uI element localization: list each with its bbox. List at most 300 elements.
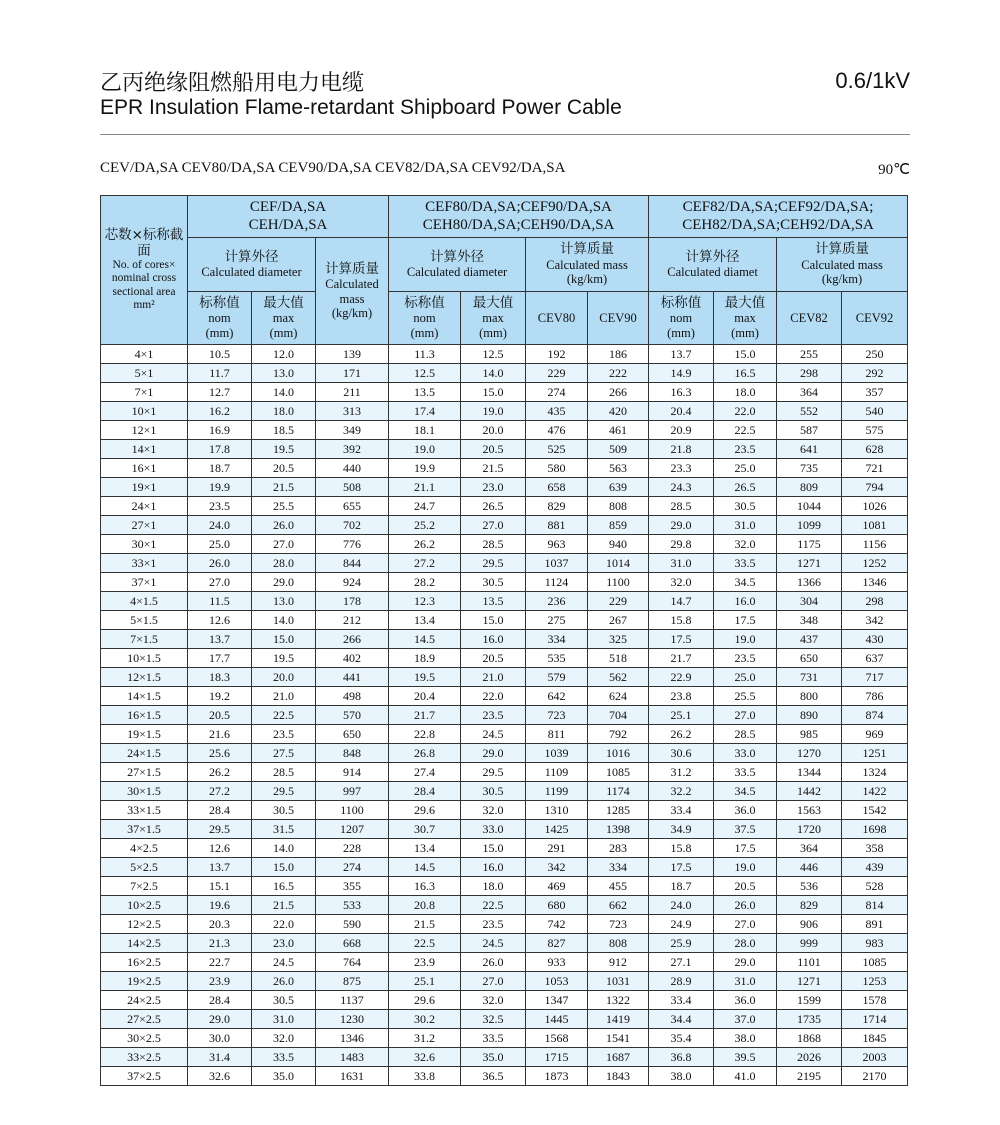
table-cell: 1175 [777, 535, 842, 554]
table-cell: 874 [842, 706, 908, 725]
table-cell: 31.5 [252, 820, 316, 839]
table-cell: 1100 [316, 801, 389, 820]
table-cell: 19.0 [714, 630, 777, 649]
table-cell: 14.7 [649, 592, 714, 611]
table-cell: 1425 [526, 820, 588, 839]
table-cell: 29.0 [252, 573, 316, 592]
table-cell: 12.3 [389, 592, 461, 611]
table-cell: 27.1 [649, 953, 714, 972]
table-cell: 36.0 [714, 991, 777, 1010]
table-cell: 1137 [316, 991, 389, 1010]
table-cell: 940 [588, 535, 649, 554]
table-cell: 735 [777, 459, 842, 478]
table-cell: 22.5 [389, 934, 461, 953]
table-cell: 794 [842, 478, 908, 497]
table-cell: 1271 [777, 554, 842, 573]
cell-section: 33×2.5 [101, 1048, 188, 1067]
table-cell: 15.0 [461, 839, 526, 858]
table-cell: 1366 [777, 573, 842, 592]
table-cell: 29.5 [252, 782, 316, 801]
table-cell: 17.4 [389, 402, 461, 421]
g1-diameter-header: 计算外径 Calculated diameter [188, 238, 316, 292]
table-cell: 29.0 [188, 1010, 252, 1029]
table-cell: 22.5 [714, 421, 777, 440]
table-cell: 20.0 [461, 421, 526, 440]
table-cell: 15.0 [461, 383, 526, 402]
table-cell: 1085 [842, 953, 908, 972]
table-cell: 985 [777, 725, 842, 744]
table-cell: 41.0 [714, 1067, 777, 1086]
table-cell: 570 [316, 706, 389, 725]
table-cell: 34.5 [714, 573, 777, 592]
table-cell: 723 [588, 915, 649, 934]
cell-section: 37×2.5 [101, 1067, 188, 1086]
table-cell: 349 [316, 421, 389, 440]
table-cell: 250 [842, 345, 908, 364]
table-cell: 27.2 [389, 554, 461, 573]
model-list: CEV/DA,SA CEV80/DA,SA CEV90/DA,SA CEV82/DA,SA CEV92/DA,SA [100, 160, 566, 176]
table-cell: 31.2 [389, 1029, 461, 1048]
table-cell: 23.5 [714, 440, 777, 459]
table-cell: 24.3 [649, 478, 714, 497]
table-cell: 24.0 [649, 896, 714, 915]
table-cell: 342 [842, 611, 908, 630]
table-cell: 25.2 [389, 516, 461, 535]
table-cell: 24.0 [188, 516, 252, 535]
table-cell: 19.5 [252, 649, 316, 668]
table-cell: 844 [316, 554, 389, 573]
table-cell: 21.7 [649, 649, 714, 668]
table-cell: 1026 [842, 497, 908, 516]
table-cell: 562 [588, 668, 649, 687]
table-cell: 642 [526, 687, 588, 706]
table-cell: 24.7 [389, 497, 461, 516]
table-cell: 20.5 [461, 649, 526, 668]
table-cell: 1099 [777, 516, 842, 535]
table-cell: 24.5 [461, 725, 526, 744]
table-row [101, 934, 908, 953]
table-cell: 21.5 [389, 915, 461, 934]
table-cell: 34.4 [649, 1010, 714, 1029]
table-cell: 35.0 [252, 1067, 316, 1086]
table-row [101, 896, 908, 915]
table-cell: 658 [526, 478, 588, 497]
table-cell: 1347 [526, 991, 588, 1010]
cell-section: 33×1.5 [101, 801, 188, 820]
table-cell: 15.0 [252, 858, 316, 877]
group3-header: CEF82/DA,SA;CEF92/DA,SA; CEH82/DA,SA;CEH92/DA,SA [649, 196, 908, 238]
cell-section: 19×2.5 [101, 972, 188, 991]
table-cell: 575 [842, 421, 908, 440]
table-row [101, 516, 908, 535]
table-cell: 26.5 [714, 478, 777, 497]
cell-section: 27×2.5 [101, 1010, 188, 1029]
table-cell: 23.8 [649, 687, 714, 706]
table-cell: 723 [526, 706, 588, 725]
table-cell: 12.5 [389, 364, 461, 383]
table-cell: 15.8 [649, 611, 714, 630]
table-row [101, 763, 908, 782]
table-row [101, 459, 908, 478]
table-cell: 33.8 [389, 1067, 461, 1086]
table-cell: 31.0 [252, 1010, 316, 1029]
table-cell: 13.5 [461, 592, 526, 611]
table-cell: 255 [777, 345, 842, 364]
table-cell: 16.0 [461, 858, 526, 877]
table-cell: 31.0 [649, 554, 714, 573]
table-body [101, 345, 908, 1086]
table-cell: 211 [316, 383, 389, 402]
cell-section: 7×1 [101, 383, 188, 402]
table-cell: 28.5 [461, 535, 526, 554]
table-cell: 776 [316, 535, 389, 554]
table-cell: 1715 [526, 1048, 588, 1067]
table-cell: 1568 [526, 1029, 588, 1048]
table-cell: 34.5 [714, 782, 777, 801]
table-cell: 1631 [316, 1067, 389, 1086]
table-cell: 26.5 [461, 497, 526, 516]
cell-section: 12×2.5 [101, 915, 188, 934]
table-cell: 228 [316, 839, 389, 858]
table-cell: 13.4 [389, 611, 461, 630]
table-cell: 912 [588, 953, 649, 972]
table-row [101, 991, 908, 1010]
table-cell: 13.7 [188, 630, 252, 649]
table-cell: 236 [526, 592, 588, 611]
table-cell: 721 [842, 459, 908, 478]
table-cell: 814 [842, 896, 908, 915]
table-cell: 881 [526, 516, 588, 535]
table-cell: 2026 [777, 1048, 842, 1067]
title-english: EPR Insulation Flame-retardant Shipboard Power Cable [100, 96, 622, 119]
table-cell: 19.0 [714, 858, 777, 877]
table-cell: 528 [842, 877, 908, 896]
table-cell: 22.9 [649, 668, 714, 687]
table-cell: 525 [526, 440, 588, 459]
table-cell: 16.5 [714, 364, 777, 383]
table-cell: 334 [588, 858, 649, 877]
table-cell: 1873 [526, 1067, 588, 1086]
table-cell: 650 [316, 725, 389, 744]
table-cell: 1324 [842, 763, 908, 782]
table-row [101, 858, 908, 877]
table-cell: 24.5 [252, 953, 316, 972]
table-cell: 983 [842, 934, 908, 953]
table-cell: 29.0 [714, 953, 777, 972]
table-cell: 20.5 [188, 706, 252, 725]
table-row [101, 535, 908, 554]
cev80-header: CEV80 [526, 292, 588, 345]
table-cell: 30.5 [252, 991, 316, 1010]
table-cell: 28.5 [252, 763, 316, 782]
cell-section: 30×2.5 [101, 1029, 188, 1048]
table-cell: 14.5 [389, 630, 461, 649]
table-cell: 17.7 [188, 649, 252, 668]
table-cell: 18.0 [252, 402, 316, 421]
cell-section: 12×1.5 [101, 668, 188, 687]
table-cell: 18.9 [389, 649, 461, 668]
table-cell: 18.1 [389, 421, 461, 440]
table-cell: 21.5 [252, 478, 316, 497]
table-row [101, 554, 908, 573]
table-cell: 655 [316, 497, 389, 516]
table-cell: 20.0 [252, 668, 316, 687]
table-cell: 36.0 [714, 801, 777, 820]
g3-diameter-header: 计算外径 Calculated diamet [649, 238, 777, 292]
g2-max-header: 最大值 max (mm) [461, 292, 526, 345]
table-cell: 21.7 [389, 706, 461, 725]
table-cell: 18.0 [714, 383, 777, 402]
table-cell: 24.9 [649, 915, 714, 934]
table-cell: 266 [588, 383, 649, 402]
table-cell: 31.0 [714, 972, 777, 991]
table-cell: 29.8 [649, 535, 714, 554]
table-cell: 1687 [588, 1048, 649, 1067]
table-cell: 30.5 [252, 801, 316, 820]
table-cell: 1285 [588, 801, 649, 820]
table-cell: 32.0 [461, 801, 526, 820]
table-cell: 808 [588, 934, 649, 953]
table-cell: 16.0 [461, 630, 526, 649]
table-cell: 27.0 [714, 915, 777, 934]
title-chinese: 乙丙绝缘阻燃船用电力电缆 [100, 71, 365, 96]
table-cell: 742 [526, 915, 588, 934]
table-cell: 15.0 [461, 611, 526, 630]
table-cell: 20.9 [649, 421, 714, 440]
table-row [101, 1010, 908, 1029]
table-cell: 1542 [842, 801, 908, 820]
table-cell: 1270 [777, 744, 842, 763]
table-cell: 355 [316, 877, 389, 896]
table-cell: 23.5 [461, 706, 526, 725]
table-cell: 171 [316, 364, 389, 383]
group1-header: CEF/DA,SA CEH/DA,SA [188, 196, 389, 238]
cell-section: 30×1 [101, 535, 188, 554]
table-cell: 1845 [842, 1029, 908, 1048]
table-cell: 267 [588, 611, 649, 630]
cell-section: 33×1 [101, 554, 188, 573]
table-cell: 1322 [588, 991, 649, 1010]
table-cell: 641 [777, 440, 842, 459]
cell-section: 12×1 [101, 421, 188, 440]
table-cell: 34.9 [649, 820, 714, 839]
table-cell: 800 [777, 687, 842, 706]
table-cell: 704 [588, 706, 649, 725]
table-cell: 16.3 [649, 383, 714, 402]
table-cell: 25.0 [714, 459, 777, 478]
table-row [101, 573, 908, 592]
table-cell: 23.3 [649, 459, 714, 478]
table-cell: 22.0 [714, 402, 777, 421]
table-cell: 33.4 [649, 991, 714, 1010]
table-cell: 13.0 [252, 592, 316, 611]
section-header: 芯数×标称截面 No. of cores× nominal cross sectional area mm² [101, 196, 188, 345]
table-cell: 298 [842, 592, 908, 611]
table-cell: 27.0 [461, 516, 526, 535]
g3-max-header: 最大值 max (mm) [714, 292, 777, 345]
table-row [101, 440, 908, 459]
table-cell: 1868 [777, 1029, 842, 1048]
table-cell: 590 [316, 915, 389, 934]
table-cell: 29.0 [461, 744, 526, 763]
table-cell: 357 [842, 383, 908, 402]
table-cell: 859 [588, 516, 649, 535]
table-cell: 1714 [842, 1010, 908, 1029]
table-cell: 12.6 [188, 611, 252, 630]
table-row [101, 1067, 908, 1086]
table-cell: 811 [526, 725, 588, 744]
cell-section: 4×2.5 [101, 839, 188, 858]
table-cell: 31.2 [649, 763, 714, 782]
table-cell: 16.2 [188, 402, 252, 421]
table-row [101, 592, 908, 611]
table-cell: 31.0 [714, 516, 777, 535]
table-cell: 275 [526, 611, 588, 630]
table-row [101, 972, 908, 991]
cell-section: 27×1.5 [101, 763, 188, 782]
table-cell: 29.6 [389, 801, 461, 820]
table-row [101, 839, 908, 858]
table-cell: 21.0 [252, 687, 316, 706]
table-cell: 16.9 [188, 421, 252, 440]
table-cell: 33.4 [649, 801, 714, 820]
table-row [101, 687, 908, 706]
table-row [101, 725, 908, 744]
table-cell: 26.0 [714, 896, 777, 915]
table-cell: 1310 [526, 801, 588, 820]
table-cell: 26.0 [252, 516, 316, 535]
table-cell: 16.5 [252, 877, 316, 896]
g2-diameter-header: 计算外径 Calculated diameter [389, 238, 526, 292]
table-row [101, 744, 908, 763]
table-cell: 28.2 [389, 573, 461, 592]
table-cell: 1251 [842, 744, 908, 763]
cev82-header: CEV82 [777, 292, 842, 345]
table-cell: 38.0 [714, 1029, 777, 1048]
table-row [101, 611, 908, 630]
g1-nom-header: 标称值 nom (mm) [188, 292, 252, 345]
table-cell: 1124 [526, 573, 588, 592]
table-cell: 637 [842, 649, 908, 668]
table-cell: 29.5 [461, 554, 526, 573]
table-cell: 29.5 [461, 763, 526, 782]
table-cell: 402 [316, 649, 389, 668]
table-row [101, 383, 908, 402]
table-cell: 19.0 [461, 402, 526, 421]
table-cell: 1037 [526, 554, 588, 573]
cell-section: 7×2.5 [101, 877, 188, 896]
table-cell: 19.9 [389, 459, 461, 478]
table-cell: 32.0 [461, 991, 526, 1010]
table-cell: 580 [526, 459, 588, 478]
g1-max-header: 最大值 max (mm) [252, 292, 316, 345]
table-cell: 21.3 [188, 934, 252, 953]
table-cell: 552 [777, 402, 842, 421]
table-cell: 22.5 [252, 706, 316, 725]
table-cell: 28.9 [649, 972, 714, 991]
table-cell: 461 [588, 421, 649, 440]
table-cell: 27.0 [252, 535, 316, 554]
table-cell: 14.9 [649, 364, 714, 383]
cell-section: 24×1.5 [101, 744, 188, 763]
table-cell: 1199 [526, 782, 588, 801]
table-cell: 13.0 [252, 364, 316, 383]
table-cell: 1100 [588, 573, 649, 592]
table-cell: 11.3 [389, 345, 461, 364]
table-cell: 19.6 [188, 896, 252, 915]
table-cell: 809 [777, 478, 842, 497]
table-cell: 19.5 [252, 440, 316, 459]
table-cell: 25.6 [188, 744, 252, 763]
table-cell: 1445 [526, 1010, 588, 1029]
g2-nom-header: 标称值 nom (mm) [389, 292, 461, 345]
table-cell: 999 [777, 934, 842, 953]
temperature-rating: 90℃ [878, 162, 910, 178]
table-cell: 32.2 [649, 782, 714, 801]
table-cell: 30.5 [461, 573, 526, 592]
table-row [101, 497, 908, 516]
table-cell: 192 [526, 345, 588, 364]
table-cell: 21.5 [252, 896, 316, 915]
table-cell: 266 [316, 630, 389, 649]
table-cell: 924 [316, 573, 389, 592]
table-cell: 28.4 [188, 991, 252, 1010]
table-cell: 12.7 [188, 383, 252, 402]
table-cell: 27.5 [252, 744, 316, 763]
cell-section: 30×1.5 [101, 782, 188, 801]
table-cell: 35.4 [649, 1029, 714, 1048]
table-cell: 18.0 [461, 877, 526, 896]
table-cell: 1720 [777, 820, 842, 839]
table-cell: 508 [316, 478, 389, 497]
cell-section: 4×1.5 [101, 592, 188, 611]
table-cell: 27.0 [461, 972, 526, 991]
table-cell: 963 [526, 535, 588, 554]
table-cell: 1344 [777, 763, 842, 782]
table-cell: 19.5 [389, 668, 461, 687]
table-cell: 36.8 [649, 1048, 714, 1067]
table-cell: 18.3 [188, 668, 252, 687]
table-cell: 26.2 [188, 763, 252, 782]
table-cell: 23.5 [188, 497, 252, 516]
table-cell: 997 [316, 782, 389, 801]
table-cell: 890 [777, 706, 842, 725]
table-cell: 274 [526, 383, 588, 402]
table-cell: 1735 [777, 1010, 842, 1029]
table-cell: 1483 [316, 1048, 389, 1067]
table-row [101, 345, 908, 364]
table-cell: 2195 [777, 1067, 842, 1086]
table-cell: 21.0 [461, 668, 526, 687]
table-cell: 435 [526, 402, 588, 421]
table-cell: 437 [777, 630, 842, 649]
cell-section: 37×1.5 [101, 820, 188, 839]
table-cell: 906 [777, 915, 842, 934]
table-cell: 420 [588, 402, 649, 421]
table-cell: 914 [316, 763, 389, 782]
table-cell: 1081 [842, 516, 908, 535]
table-cell: 1541 [588, 1029, 649, 1048]
table-cell: 15.0 [714, 345, 777, 364]
table-cell: 829 [526, 497, 588, 516]
table-cell: 29.6 [389, 991, 461, 1010]
cell-section: 27×1 [101, 516, 188, 535]
table-cell: 25.0 [188, 535, 252, 554]
table-cell: 17.5 [649, 858, 714, 877]
table-cell: 37.5 [714, 820, 777, 839]
table-cell: 446 [777, 858, 842, 877]
table-cell: 20.5 [714, 877, 777, 896]
